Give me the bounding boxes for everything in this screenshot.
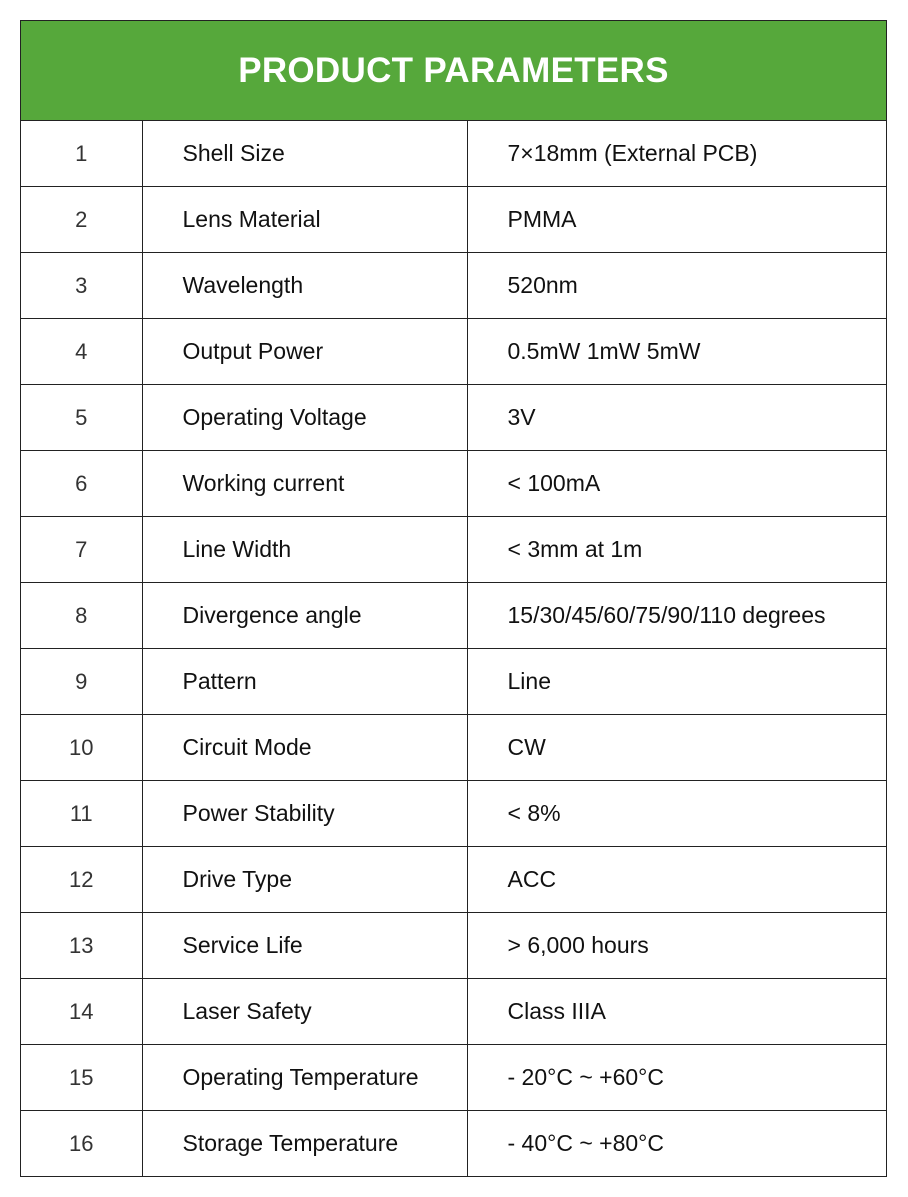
table-row	[21, 385, 886, 451]
parameter-name: Shell Size	[142, 121, 467, 187]
parameter-name: Output Power	[142, 319, 467, 385]
row-number: 4	[21, 319, 142, 385]
parameter-name: Storage Temperature	[142, 1111, 467, 1177]
row-number: 5	[21, 385, 142, 451]
page-title: PRODUCT PARAMETERS	[238, 50, 669, 90]
table-row	[21, 913, 886, 979]
table-row	[21, 1111, 886, 1177]
parameter-value: < 100mA	[467, 451, 886, 517]
parameter-value: - 40°C ~ +80°C	[467, 1111, 886, 1177]
row-number: 6	[21, 451, 142, 517]
parameter-name: Operating Voltage	[142, 385, 467, 451]
parameter-value: 0.5mW 1mW 5mW	[467, 319, 886, 385]
table-row	[21, 583, 886, 649]
parameter-value: < 8%	[467, 781, 886, 847]
table-row	[21, 979, 886, 1045]
table-row	[21, 121, 886, 187]
parameter-value: 15/30/45/60/75/90/110 degrees	[467, 583, 886, 649]
table-row	[21, 517, 886, 583]
row-number: 3	[21, 253, 142, 319]
row-number: 16	[21, 1111, 142, 1177]
parameter-name: Working current	[142, 451, 467, 517]
table-row	[21, 847, 886, 913]
row-number: 8	[21, 583, 142, 649]
parameter-value: 7×18mm (External PCB)	[507, 140, 758, 166]
table-row	[21, 715, 886, 781]
parameter-value: - 20°C ~ +60°C	[467, 1045, 886, 1111]
row-number: 13	[21, 913, 142, 979]
row-number: 11	[21, 781, 142, 847]
parameter-name: Operating Temperature	[142, 1045, 467, 1111]
parameter-name: Laser Safety	[142, 979, 467, 1045]
parameter-value: CW	[467, 715, 886, 781]
parameter-name: Lens Material	[142, 187, 467, 253]
parameter-value: PMMA	[467, 187, 886, 253]
parameter-value: Class IIIA	[467, 979, 886, 1045]
parameter-value: > 6,000 hours	[467, 913, 886, 979]
table-row	[21, 1045, 886, 1111]
parameter-name: Drive Type	[142, 847, 467, 913]
row-number: 7	[21, 517, 142, 583]
table-row	[21, 253, 886, 319]
table-row	[21, 649, 886, 715]
row-number: 9	[21, 649, 142, 715]
table-row	[21, 319, 886, 385]
row-number: 15	[21, 1045, 142, 1111]
table-row	[21, 451, 886, 517]
parameter-value: < 3mm at 1m	[467, 517, 886, 583]
parameter-value: ACC	[467, 847, 886, 913]
parameters-table	[21, 121, 886, 1176]
parameter-value: 520nm	[467, 253, 886, 319]
parameter-name: Line Width	[142, 517, 467, 583]
parameter-name: Divergence angle	[142, 583, 467, 649]
parameter-name: Pattern	[142, 649, 467, 715]
parameter-value: 3V	[467, 385, 886, 451]
row-number: 14	[21, 979, 142, 1045]
row-number: 10	[21, 715, 142, 781]
parameter-name: Service Life	[142, 913, 467, 979]
row-number: 12	[21, 847, 142, 913]
parameter-name: Wavelength	[142, 253, 467, 319]
parameter-name: Power Stability	[142, 781, 467, 847]
header-bar	[21, 21, 886, 121]
parameter-value: Line	[467, 649, 886, 715]
table-row	[21, 781, 886, 847]
table-row	[21, 187, 886, 253]
product-parameters-sheet	[20, 20, 887, 1177]
row-number: 2	[21, 187, 142, 253]
parameter-name: Circuit Mode	[142, 715, 467, 781]
row-number: 1	[21, 121, 142, 187]
